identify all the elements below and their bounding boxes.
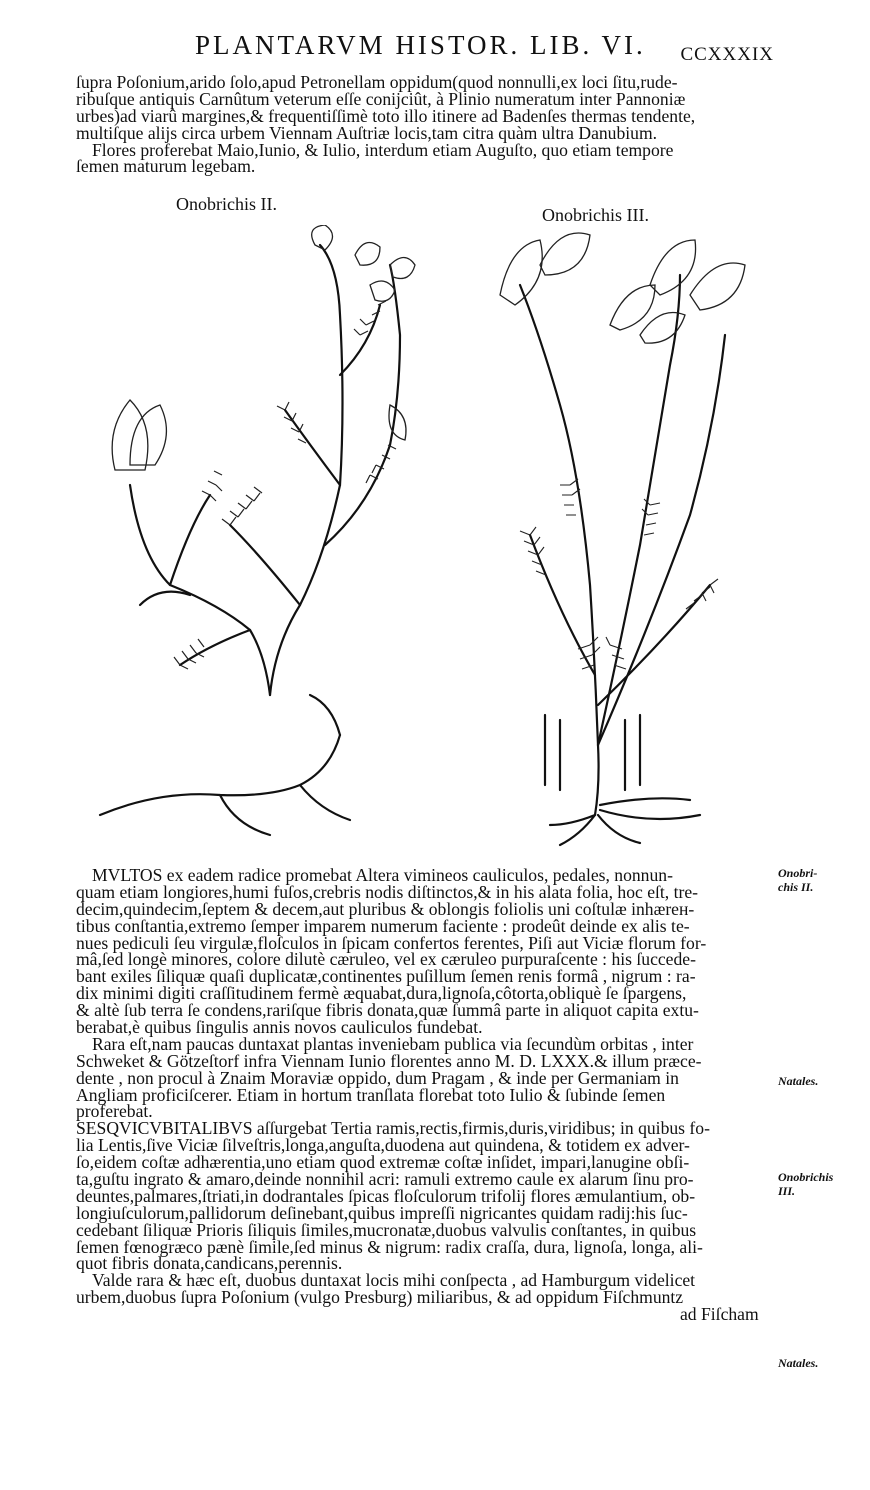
caption-onobrichis-ii: Onobrichis II. [176,194,277,214]
text-line: tibus conſtantia,extremo ſemper imparem numerum faciente : prodeût deinde ex alis te- [76,915,690,936]
margin-note-onobrichis-iii: Onobrichis III. [778,1170,834,1198]
margin-note-natales: Natales. [778,1074,819,1088]
text-line: & altè ſub terra ſe condens,rariſque fibris donata,quæ ſummâ parte in aliquot capita extu- [76,1000,699,1021]
text-line: Rara eſt,nam paucas duntaxat plantas inveniebam publica via ſecundùm orbitas , inter [92,1033,694,1054]
caption-onobrichis-iii: Onobrichis III. [542,205,649,225]
text-line: cedebant ſiliquæ Prioris ſiliquis ſimiles,mucronatæ,duobus valvulis conſtantes, in quibus [76,1219,697,1240]
text-line: dix minimi digiti craſſitudinem fermè æquabat,dura,lignoſa,côtorta,obliquè ſe ſpargens, [76,983,687,1004]
text-line: ribuſque antiquis Carnûtum veterum eſſe conijciût, à Plinio numeratum inter Pannoniæ [76,88,686,109]
text-line: Flores proferebat Maio,Iunio, & Iulio, interdum etiam Auguſto, quo etiam tempore [92,139,674,160]
text-line: longiuſculorum,pallidorum deſinebant,quibus impreſſi nigricantes quidam radij:his ſuc- [76,1202,688,1223]
text-line: Angliam proficiſcerer. Etiam in hortum tranſlata florebat toto Iulio & ſubinde ſemen [76,1084,666,1105]
text-line: Valde rara & hæc eſt, duobus duntaxat locis mihi conſpecta , ad Hamburgum videlicet [92,1270,696,1291]
text-line: multiſque alijs circa urbem Viennam Auſtriæ locis,tam citra quàm ultra Danubium. [76,122,658,143]
text-line: berabat,è quibus ſingulis annis novos cauliculos fundebat. [76,1017,483,1038]
text-line: nues pediculi ſeu virgulæ,floſculos in ſpicam confertos ferentes, Piſi aut Viciæ florum for- [76,932,707,953]
text-line: ſemen maturum legebam. [76,156,256,177]
text-line: ta,guſtu ingrato & amaro,deinde nonnihil acri: ramuli extremo caule ex alarum ſinu pro- [76,1169,694,1190]
folio-number: CCXXXIX [680,44,774,65]
text-line: urbem,duobus ſupra Poſonium (vulgo Presburg) miliaribus, & ad oppidum Fiſchmuntz [76,1287,684,1308]
text-line: decim,quindecim,ſeptem & decem,aut pluribus & oblongis foliolis uni coſtulæ inhærен- [76,898,695,919]
text-line: ſo,eidem coſtæ adhærentia,uno etiam quod extremæ coſtæ inſidet, impari,lanugine obſi- [76,1152,690,1173]
text-line: SESQVICVBITALIBVS aſſurgebat Tertia ramis,rectis,firmis,duris,viridibus; in quibus fo- [76,1118,710,1139]
intro-paragraph [76,74,776,175]
text-line: urbes)ad viarû margines,& frequentiſſimè toto illo itinere ad Badenſes thermas tendente, [76,105,696,126]
text-line: quam etiam longiores,humi fuſos,crebris nodis diſtinctos,& in his alata folia, hoc eſt, tre- [76,881,699,902]
page-header [0,30,870,66]
text-line: ſemen fœnogræco pænè ſimile,ſed minus & nigrum: radix craſſa, dura, lignoſa, longa, ali- [76,1236,703,1257]
text-line: ſupra Poſonium,arido ſolo,apud Petronellam oppidum(quod nonnulli,ex loci ſitu,rude- [76,72,678,92]
woodcut-onobrichis-iii [450,225,780,855]
woodcut-onobrichis-ii [70,225,430,855]
margin-note-natales: Natales. [778,1356,819,1370]
text-line: quot fibris donata,candicans,perennis. [76,1253,343,1274]
running-title: PLANTARVM HISTOR. LIB. VI. [195,30,646,60]
text-line: MVLTOS ex eadem radice promebat Altera vimineos cauliculos, pedales, nonnun- [92,865,673,885]
text-line: dente , non procul à Znaim Moraviæ oppido, dum Pragam , & inde per Germaniam in [76,1067,679,1088]
text-line: mâ,ſed longè minores, colore dilutè cæruleo, vel ex cæruleo purpuraſcente : his ſuccede- [76,949,696,970]
text-line: lia Lentis,ſive Viciæ ſilveſtris,longa,anguſta,duodena aut quindena, & totidem ex adver- [76,1135,690,1156]
text-line: Schweket & Götzeſtorf infra Viennam Iunio florentes anno M. D. LXXX.& illum præce- [76,1050,702,1071]
text-line: deuntes,palmares,ſtriati,in dodrantales ſpicas floſculorum trifolij flores æmulantium, ob- [76,1185,696,1206]
text-line: proferebat. [76,1101,153,1122]
text-line: bant exiles ſiliquæ quaſi duplicatæ,continentes puſillum ſemen renis formâ , nigrum : ra- [76,966,696,987]
margin-note-onobrichis-ii: Onobri- chis II. [778,866,818,894]
main-text [76,867,776,1323]
catchword-line: ad Fiſcham [680,1304,759,1325]
